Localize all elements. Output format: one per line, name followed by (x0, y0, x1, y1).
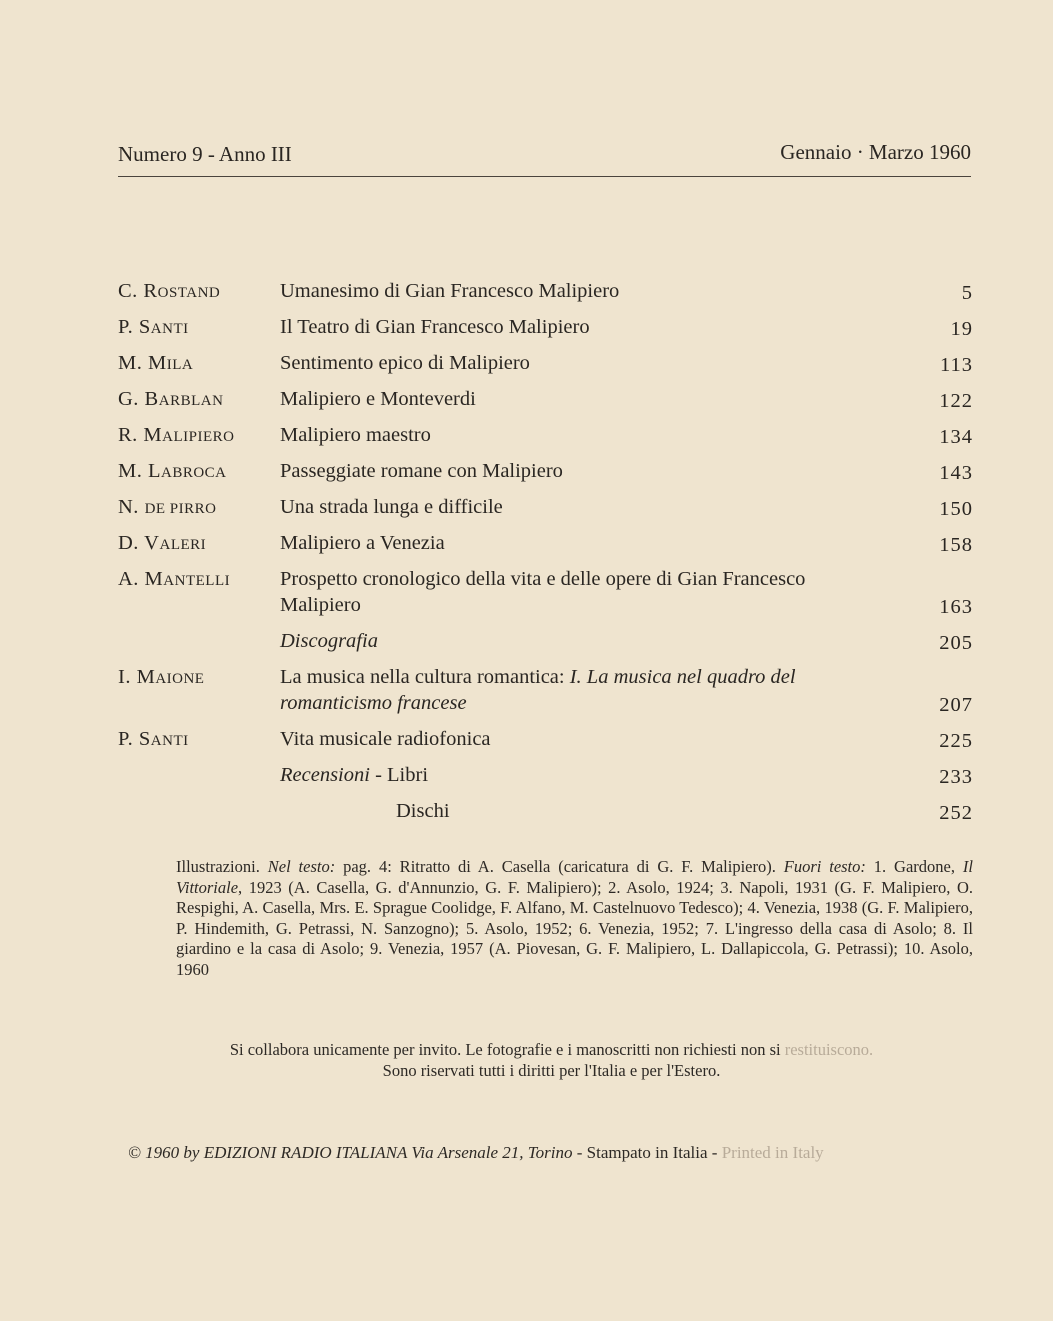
toc-title: La musica nella cultura romantica: I. La musica nel quadro del romanticismo francese (280, 666, 796, 714)
toc-author: P. SANTI (118, 728, 189, 750)
toc-entry (118, 314, 973, 350)
toc-entry (118, 566, 973, 628)
toc-title: Dischi (396, 800, 450, 822)
toc-title: Il Teatro di Gian Francesco Malipiero (280, 316, 590, 338)
toc-entry (118, 278, 973, 314)
toc-page: 5 (961, 282, 973, 304)
copyright-line: © 1960 by EDIZIONI RADIO ITALIANA Via Arsenale 21, Torino - Stampato in Italia - Printed in Italy (128, 1143, 824, 1162)
toc-entry (118, 458, 973, 494)
toc-page: 158 (939, 534, 973, 556)
toc-entry (118, 530, 973, 566)
toc-title: Sentimento epico di Malipiero (280, 352, 530, 374)
toc-entry (118, 726, 973, 762)
toc-author: I. MAIONE (118, 666, 205, 688)
toc-page: 163 (939, 596, 973, 618)
toc-page: 150 (939, 498, 973, 520)
rights-notice: Si collabora unicamente per invito. Le fotografie e i manoscritti non richiesti non si restituiscono. Sono riservati tutti i diritti per l'Italia e per l'Estero. (229, 1040, 874, 1080)
toc-entry (118, 386, 973, 422)
toc-entry (118, 494, 973, 530)
toc-page: 122 (939, 390, 973, 412)
illustrations-note: Illustrazioni. Nel testo: pag. 4: Ritratto di A. Casella (caricatura di G. F. Malipiero). Fuori testo: 1. Gardone, Il Vittoriale, 1923 (A. Casella, G. d'Annunzio, G. F. Malipiero); 2. Asolo, 1924; 3. Napoli, 1931 (G. F. Malipiero, O. Respighi, A. Casella, Mrs. E. Sprague Coolidge, F. Alfano, M. Castelnuovo Tedesco); 4. Venezia, 1938 (G. F. Malipiero, P. Hindemith, G. Petrassi, N. Sanzogno); 5. Asolo, 1952; 6. Venezia, 1952; 7. L'ingresso della casa di Asolo; 8. Il giardino e la casa di Asolo; 9. Venezia, 1957 (A. Piovesan, G. F. Malipiero, L. Dallapiccola, G. Petrassi); 10. Asolo, 1960 (176, 857, 973, 979)
toc-title: Passeggiate romane con Malipiero (280, 460, 563, 482)
issue-number: Numero 9 - Anno III (118, 142, 292, 166)
toc-entry (118, 664, 973, 726)
toc-title: Una strada lunga e difficile (280, 496, 503, 518)
toc-author: C. ROSTAND (118, 280, 221, 302)
toc-title: Prospetto cronologico della vita e delle opere di Gian Francesco Malipiero (280, 568, 806, 616)
toc-author: P. SANTI (118, 316, 189, 338)
table-of-contents (118, 278, 973, 834)
toc-page: 134 (939, 426, 973, 448)
toc-entry (118, 422, 973, 458)
toc-entry (118, 762, 973, 798)
toc-page: 252 (939, 802, 973, 824)
toc-page: 233 (939, 766, 973, 788)
toc-title: Malipiero maestro (280, 424, 431, 446)
issue-header (118, 140, 971, 177)
toc-author: M. MILA (118, 352, 194, 374)
toc-title: Recensioni - Libri (280, 764, 429, 786)
toc-author: A. MANTELLI (118, 568, 231, 590)
toc-entry (118, 798, 973, 834)
issue-date: Gennaio · Marzo 1960 (780, 140, 971, 164)
toc-title: Malipiero a Venezia (280, 532, 445, 554)
toc-page: 225 (939, 730, 973, 752)
toc-title: Umanesimo di Gian Francesco Malipiero (280, 280, 620, 302)
toc-page: 143 (939, 462, 973, 484)
toc-author: M. LABROCA (118, 460, 227, 482)
toc-author: D. VALERI (118, 532, 207, 554)
toc-page: 113 (940, 354, 973, 376)
toc-title: Discografia (280, 630, 378, 652)
toc-title: Vita musicale radiofonica (280, 728, 491, 750)
toc-page: 19 (950, 318, 973, 340)
toc-title: Malipiero e Monteverdi (280, 388, 476, 410)
toc-author: R. MALIPIERO (118, 424, 235, 446)
toc-entry (118, 628, 973, 664)
toc-author: G. BARBLAN (118, 388, 224, 410)
toc-author: N. DE PIRRO (118, 496, 217, 518)
toc-page: 207 (939, 694, 973, 716)
toc-entry (118, 350, 973, 386)
toc-page: 205 (939, 632, 973, 654)
